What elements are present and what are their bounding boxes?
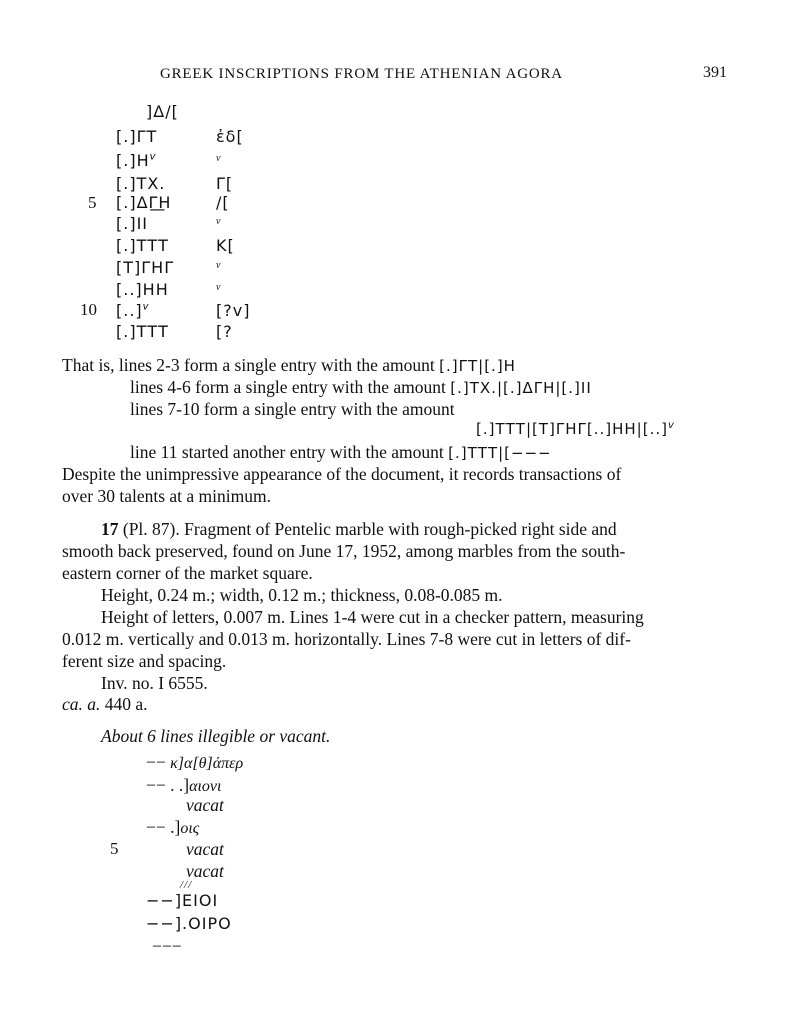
inscription-line-6: [.]ΙΙ: [116, 214, 149, 233]
right-col-line-6: v: [216, 216, 221, 227]
inscription-line-10: [116, 301, 150, 320]
conclusion-line-1: Despite the unimpressive appearance of the document, it records transactions of: [62, 464, 622, 484]
entry-17-letters-3: ferent size and spacing.: [62, 651, 227, 671]
entry-17-date: [62, 694, 148, 715]
summary-line-2: [130, 377, 592, 398]
summary-amount-2: [.]ΤΧ.|[.]ΔΓΗ|[.]ΙΙ: [450, 379, 592, 397]
entry-17-line-3: eastern corner of the market square.: [62, 563, 313, 583]
text-line-2-dash: −− . .]: [146, 775, 190, 795]
inscription-line-2: [.]ΓΤ: [116, 127, 158, 146]
summary-intro: That is, lines 2-3 form a single entry with the amount: [62, 355, 435, 375]
text-line-5-vacat: vacat: [186, 839, 224, 859]
inscription-line-5: [.]ΔΓ͟Η: [116, 193, 172, 212]
entry-17-inventory: Inv. no. I 6555.: [101, 673, 208, 693]
right-col-line-9: v: [216, 282, 221, 293]
entry-number: 17: [101, 519, 119, 539]
inscription-line-1: ]Δ/[: [146, 102, 179, 121]
entry-17-line-2: smooth back preserved, found on June 17, 1952, among marbles from the south-: [62, 541, 626, 561]
right-col-line-3: v: [216, 153, 221, 164]
text-line-7: −−]ΕΙΟΙ: [146, 891, 219, 910]
text-line-1: [146, 752, 243, 773]
entry-17-dimensions: Height, 0.24 m.; width, 0.12 m.; thickness, 0.08-0.085 m.: [101, 585, 503, 605]
conclusion-line-2: over 30 talents at a minimum.: [62, 486, 271, 506]
vacat-mark: v: [667, 420, 675, 431]
inscription-line-3-text: [.]Η: [116, 151, 150, 170]
right-col-line-10: [?v]: [216, 301, 251, 320]
line-number-5: 5: [88, 193, 97, 212]
text-line-4: [146, 817, 199, 838]
text-line-number-5: 5: [110, 839, 119, 858]
text-line-6-marks: ///: [180, 879, 193, 891]
date-value: 440 a.: [100, 694, 148, 714]
summary-amount-3-text: [.]ΤΤΤ|[Τ]ΓΗΓ[..]ΗΗ|[..]: [476, 420, 668, 438]
summary-line-3: lines 7-10 form a single entry with the amount: [130, 399, 455, 419]
summary-amount-3: [476, 420, 675, 438]
vacat-mark: v: [149, 151, 157, 163]
text-line-4-greek: οις: [180, 820, 200, 837]
entry-17-line-1: [101, 519, 617, 540]
entry-17-letters-1: Height of letters, 0.007 m. Lines 1-4 were cut in a checker pattern, measuring: [101, 607, 644, 627]
inscription-line-10-text: [..]: [116, 301, 143, 320]
line-number-10: 10: [80, 300, 97, 319]
inscription-line-11: [.]ΤΤΤ: [116, 322, 169, 341]
summary-line-b: lines 4-6 form a single entry with the amount: [130, 377, 446, 397]
page-number: 391: [703, 64, 727, 81]
text-line-2-greek: αιονι: [189, 778, 222, 795]
vacat-mark: v: [142, 301, 150, 313]
text-line-4-dash: −− .]: [146, 817, 181, 837]
inscription-line-4: [.]ΤΧ.: [116, 174, 166, 193]
text-line-1-dash: −−: [146, 752, 166, 772]
entry-17-p1-line1: (Pl. 87). Fragment of Pentelic marble with rough-picked right side and: [118, 519, 617, 539]
inscription-line-8: [Τ]ΓΗΓ: [116, 258, 175, 277]
summary-amount-4: [.]ΤΤΤ|[−−−: [448, 444, 552, 462]
inscription-line-9: [..]ΗΗ: [116, 280, 169, 299]
running-title: GREEK INSCRIPTIONS FROM THE ATHENIAN AGORA: [160, 66, 563, 82]
illegible-note: About 6 lines illegible or vacant.: [101, 726, 331, 746]
text-line-6-vacat: vacat: [186, 861, 224, 881]
right-col-line-4: Γ[: [216, 174, 234, 193]
summary-line-d: line 11 started another entry with the amount: [130, 442, 444, 462]
right-col-line-2: ἐδ[: [216, 127, 244, 146]
right-col-line-7: Κ[: [216, 236, 235, 255]
right-col-line-11: [?: [216, 322, 233, 341]
inscription-line-7: [.]ΤΤΤ: [116, 236, 169, 255]
date-prefix: ca. a.: [62, 694, 101, 714]
inscription-line-3: [116, 151, 157, 170]
text-line-9: −−−: [152, 936, 182, 956]
summary-line-4: [130, 442, 552, 463]
right-col-line-5: /[: [216, 193, 230, 212]
text-line-3-vacat: vacat: [186, 795, 224, 815]
right-col-line-8: v: [216, 260, 221, 271]
summary-amount-1: [.]ΓΤ|[.]Η: [439, 357, 516, 375]
text-line-8: −−].ΟΙΡΟ: [146, 914, 232, 933]
entry-17-letters-2: 0.012 m. vertically and 0.013 m. horizontally. Lines 7-8 were cut in letters of dif-: [62, 629, 631, 649]
text-line-2: [146, 775, 221, 796]
text-line-1-greek: κ]α[θ]άπερ: [170, 755, 244, 772]
summary-line-1: [62, 355, 516, 376]
